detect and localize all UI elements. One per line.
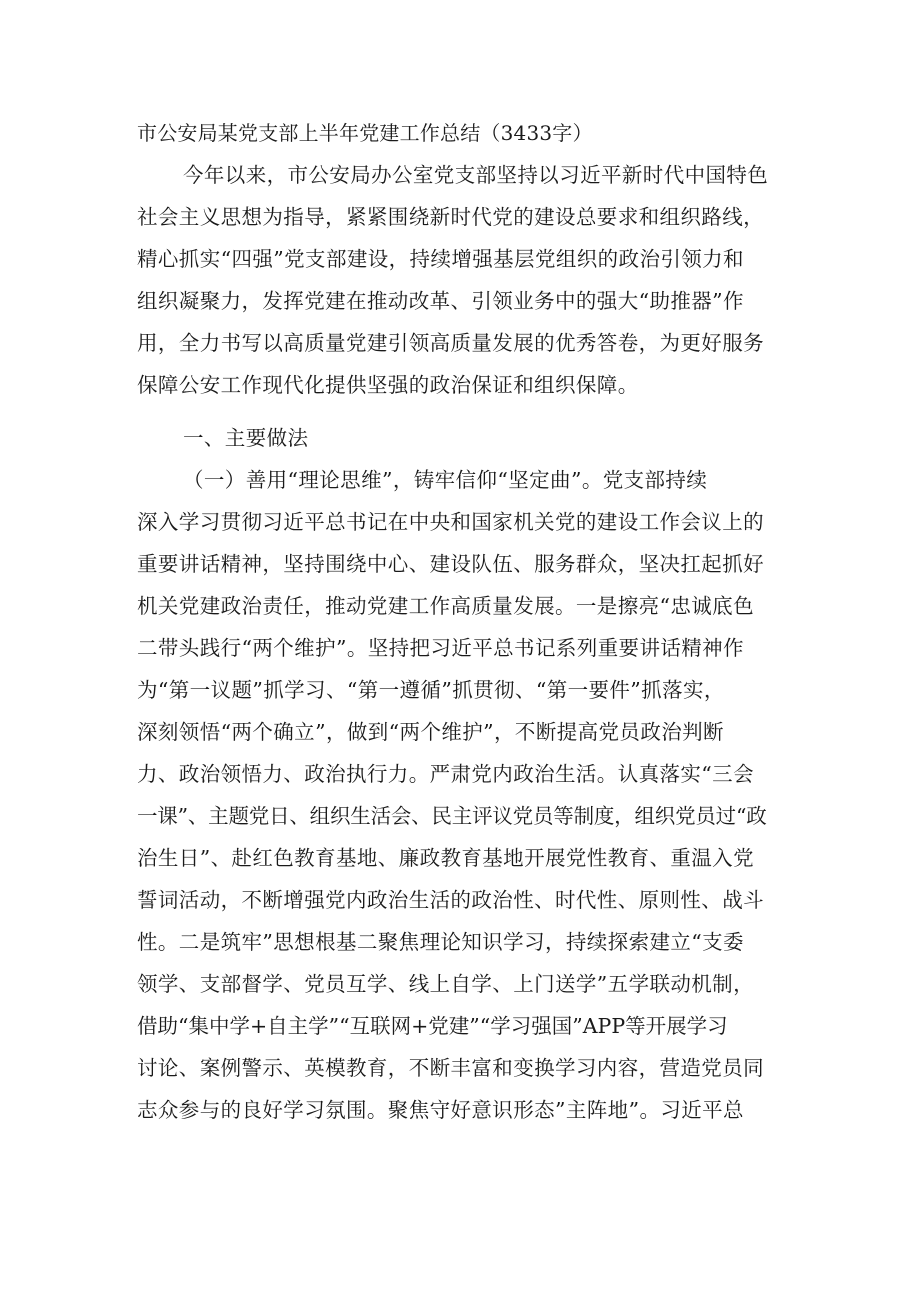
paragraph-line: 深入学习贯彻习近平总书记在中央和国家机关党的建设工作会议上的	[137, 510, 764, 534]
paragraph-line: 重要讲话精神，坚持围绕中心、建设队伍、服务群众，坚决扛起抓好	[137, 552, 764, 576]
paragraph-line: 领学、支部督学、党员互学、线上自学、上门送学”五学联动机制，	[137, 972, 754, 996]
paragraph-line: 志众参与的良好学习氛围。聚焦守好意识形态”主阵地”。习近平总	[137, 1098, 744, 1122]
document-title: 市公安局某党支部上半年党建工作总结（3433字）	[137, 121, 593, 145]
paragraph-line: 誓词活动，不断增强党内政治生活的政治性、时代性、原则性、战斗	[137, 888, 764, 912]
paragraph-line: 社会主义思想为指导，紧紧围绕新时代党的建设总要求和组织路线，	[137, 205, 764, 229]
paragraph-line: 用，全力书写以高质量党建引领高质量发展的优秀答卷，为更好服务	[137, 331, 764, 355]
paragraph-line: 讨论、案例警示、英模教育，不断丰富和变换学习内容，营造党员同	[137, 1056, 764, 1080]
paragraph-line: 治生日”、赴红色教育基地、廉政教育基地开展党性教育、重温入党	[137, 846, 754, 870]
paragraph-line: 机关党建政治责任，推动党建工作高质量发展。一是擦亮“忠诚底色	[137, 594, 754, 618]
paragraph-line: 力、政治领悟力、政治执行力。严肃党内政治生活。认真落实“三会	[137, 762, 754, 786]
paragraph-line: 今年以来，市公安局办公室党支部坚持以习近平新时代中国特色	[183, 163, 769, 187]
paragraph-line: 借助“集中学+自主学”“互联网+党建”“学习强国”APP等开展学习	[137, 1014, 728, 1038]
paragraph-line: 组织凝聚力，发挥党建在推动改革、引领业务中的强大“助推器”作	[137, 289, 744, 313]
paragraph-line: 精心抓实“四强”党支部建设，持续增强基层党组织的政治引领力和	[137, 247, 744, 271]
paragraph-line: 性。二是筑牢”思想根基二聚焦理论知识学习，持续探索建立“支委	[137, 930, 744, 954]
paragraph-line: 保障公安工作现代化提供坚强的政治保证和组织保障。	[137, 373, 639, 397]
paragraph-line: 一课”、主题党日、组织生活会、民主评议党员等制度，组织党员过“政	[137, 804, 767, 828]
paragraph-line: 深刻领悟“两个确立”，做到“两个维护”，不断提高党员政治判断	[137, 720, 724, 744]
section-heading: 一、主要做法	[183, 426, 309, 450]
paragraph-line: 为“第一议题”抓学习、“第一遵循”抓贯彻、“第一要件”抓落实，	[137, 678, 725, 702]
paragraph-line: （一）善用“理论思维”，铸牢信仰“坚定曲”。党支部持续	[183, 468, 708, 492]
paragraph-line: 二带头践行“两个维护”。坚持把习近平总书记系列重要讲话精神作	[137, 636, 744, 660]
